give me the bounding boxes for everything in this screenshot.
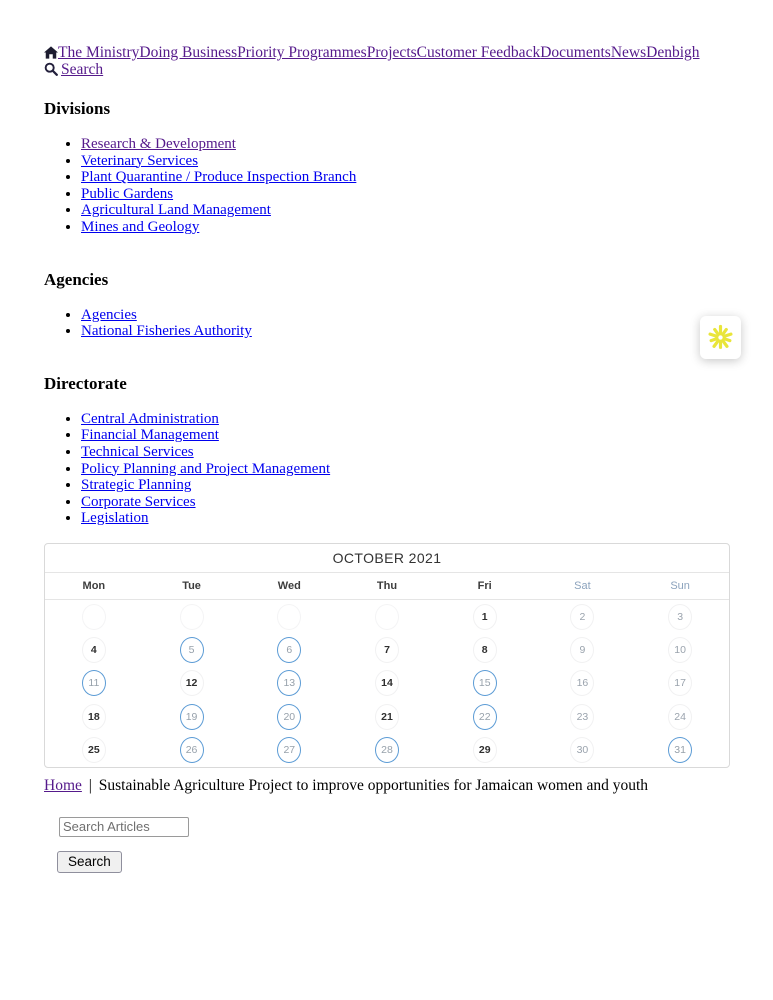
day-header-tue: Tue <box>182 579 201 592</box>
calendar-week-row <box>45 600 729 633</box>
divisions-link-research-development[interactable]: Research & Development <box>81 136 236 152</box>
calendar-cell <box>240 700 338 733</box>
nav-link-label: Doing Business <box>139 44 238 61</box>
asterisk-spinner-icon <box>707 324 734 351</box>
calendar-cell <box>143 667 241 700</box>
list-item <box>81 427 730 444</box>
article-search-input[interactable] <box>59 817 189 837</box>
calendar-cell <box>338 667 436 700</box>
calendar-event-day-11[interactable]: 11 <box>82 670 106 696</box>
calendar-cell <box>45 600 143 633</box>
nav-link-documents[interactable] <box>540 44 611 61</box>
calendar-month-title: OCTOBER 2021 <box>45 544 729 573</box>
directorate-link-strategic-planning[interactable]: Strategic Planning <box>81 477 192 494</box>
calendar-event-day-15[interactable]: 15 <box>473 670 497 696</box>
nav-link-label: Customer Feedback <box>416 44 541 61</box>
home-icon <box>44 46 58 59</box>
nav-link-label: Projects <box>366 44 417 61</box>
calendar-cell <box>534 633 632 666</box>
calendar-week-row <box>45 733 729 766</box>
list-item <box>81 494 730 511</box>
calendar-cell <box>631 633 729 666</box>
events-calendar <box>44 543 730 768</box>
agencies-link-agencies[interactable]: Agencies <box>81 306 137 323</box>
divisions-link-public-gardens[interactable]: Public Gardens <box>81 185 174 202</box>
list-item <box>81 186 730 203</box>
nav-link-label: The Ministry <box>58 44 140 61</box>
calendar-day-21: 21 <box>375 704 399 730</box>
calendar-cell <box>534 600 632 633</box>
day-header-sat: Sat <box>574 579 591 592</box>
calendar-cell <box>338 633 436 666</box>
nav-link-customer-feedback[interactable] <box>417 44 541 61</box>
calendar-cell <box>631 733 729 766</box>
calendar-empty-day <box>375 604 399 630</box>
agencies-link-list <box>44 307 730 340</box>
calendar-cell <box>143 700 241 733</box>
calendar-cell <box>143 733 241 766</box>
calendar-cell <box>45 633 143 666</box>
day-header-thu: Thu <box>376 579 398 592</box>
article-search-button[interactable]: Search <box>57 851 122 873</box>
calendar-day-18: 18 <box>82 704 106 730</box>
calendar-empty-day <box>82 604 106 630</box>
calendar-cell <box>240 633 338 666</box>
calendar-day-headers <box>45 573 729 600</box>
calendar-day-1: 1 <box>473 604 497 630</box>
calendar-cell <box>436 667 534 700</box>
calendar-cell <box>240 733 338 766</box>
divisions-link-list <box>44 136 730 236</box>
calendar-cell <box>45 733 143 766</box>
directorate-link-financial-management[interactable]: Financial Management <box>81 427 219 444</box>
calendar-day-12: 12 <box>180 670 204 696</box>
calendar-cell <box>45 667 143 700</box>
calendar-cell <box>631 667 729 700</box>
calendar-day-4: 4 <box>82 637 106 663</box>
divisions-link-plant-quarantine-produce-inspection-branch[interactable]: Plant Quarantine / Produce Inspection Branch <box>81 169 357 186</box>
calendar-empty-day <box>180 604 204 630</box>
section-heading-agencies: Agencies <box>44 269 109 289</box>
directorate-link-legislation[interactable]: Legislation <box>81 510 149 527</box>
day-header-mon: Mon <box>82 579 106 592</box>
list-item <box>81 136 730 153</box>
calendar-cell <box>436 600 534 633</box>
directorate-link-list <box>44 411 730 527</box>
calendar-day-24: 24 <box>668 704 692 730</box>
calendar-event-day-22[interactable]: 22 <box>473 704 497 730</box>
list-item <box>81 411 730 428</box>
calendar-cell <box>45 700 143 733</box>
day-header-wed: Wed <box>277 579 301 592</box>
list-item <box>81 461 730 478</box>
top-navigation <box>44 0 730 78</box>
calendar-cell <box>631 600 729 633</box>
calendar-week-row <box>45 633 729 666</box>
calendar-day-23: 23 <box>570 704 594 730</box>
breadcrumb-separator: | <box>88 776 92 794</box>
calendar-cell <box>436 633 534 666</box>
divisions-link-mines-and-geology[interactable]: Mines and Geology <box>81 218 200 235</box>
directorate-link-technical-services[interactable]: Technical Services <box>81 443 194 460</box>
nav-link-doing-business[interactable] <box>139 44 237 61</box>
calendar-cell <box>143 600 241 633</box>
day-header-sun: Sun <box>670 579 690 592</box>
list-item <box>81 169 730 186</box>
calendar-cell <box>143 633 241 666</box>
directorate-link-central-administration[interactable]: Central Administration <box>81 410 219 427</box>
nav-link-the-ministry[interactable] <box>44 44 139 61</box>
calendar-cell <box>338 700 436 733</box>
search-icon <box>44 62 58 76</box>
nav-link-label: Priority Programmes <box>237 44 367 61</box>
calendar-day-10: 10 <box>668 637 692 663</box>
list-item <box>81 153 730 170</box>
list-item <box>81 307 730 324</box>
day-header-fri: Fri <box>477 579 492 592</box>
list-item <box>81 323 730 340</box>
page-title: Sustainable Agriculture Project to improve opportunities for Jamaican women and youth <box>98 776 649 794</box>
section-heading-directorate: Directorate <box>44 373 127 393</box>
list-item <box>81 202 730 219</box>
nav-link-label: Documents <box>540 44 611 61</box>
calendar-day-29: 29 <box>473 737 497 763</box>
calendar-cell <box>534 667 632 700</box>
calendar-event-day-5[interactable]: 5 <box>180 637 204 663</box>
calendar-cell <box>534 700 632 733</box>
home-link[interactable]: Home <box>44 776 82 794</box>
calendar-event-day-19[interactable]: 19 <box>180 704 204 730</box>
calendar-cell <box>338 733 436 766</box>
directorate-link-policy-planning-and-project-management[interactable]: Policy Planning and Project Management <box>81 460 331 477</box>
nav-link-news[interactable] <box>611 44 646 61</box>
nav-link-priority-programmes[interactable] <box>237 44 367 61</box>
calendar-day-3: 3 <box>668 604 692 630</box>
nav-link-label: News <box>610 44 647 61</box>
calendar-day-16: 16 <box>570 670 594 696</box>
nav-link-label: Search <box>61 61 104 78</box>
calendar-day-7: 7 <box>375 637 399 663</box>
list-item <box>81 219 730 236</box>
calendar-cell <box>240 667 338 700</box>
calendar-empty-day <box>277 604 301 630</box>
agencies-link-national-fisheries-authority[interactable]: National Fisheries Authority <box>81 323 252 340</box>
calendar-day-8: 8 <box>473 637 497 663</box>
nav-link-label: Denbigh <box>646 44 700 61</box>
divisions-link-agricultural-land-management[interactable]: Agricultural Land Management <box>81 202 271 219</box>
calendar-cell <box>436 733 534 766</box>
calendar-event-day-13[interactable]: 13 <box>277 670 301 696</box>
calendar-day-30: 30 <box>570 737 594 763</box>
calendar-cell <box>534 733 632 766</box>
calendar-cell <box>240 600 338 633</box>
nav-link-projects[interactable] <box>367 44 417 61</box>
calendar-day-9: 9 <box>570 637 594 663</box>
nav-link-denbigh[interactable] <box>646 44 699 61</box>
calendar-event-day-26[interactable]: 26 <box>180 737 204 763</box>
calendar-day-2: 2 <box>570 604 594 630</box>
breadcrumb <box>44 777 730 795</box>
calendar-event-day-6[interactable]: 6 <box>277 637 301 663</box>
calendar-event-day-20[interactable]: 20 <box>277 704 301 730</box>
accessibility-widget-button[interactable] <box>700 316 741 359</box>
article-search-form <box>59 817 730 873</box>
calendar-day-17: 17 <box>668 670 692 696</box>
calendar-cell <box>631 700 729 733</box>
calendar-day-14: 14 <box>375 670 399 696</box>
directorate-link-corporate-services[interactable]: Corporate Services <box>81 493 196 510</box>
calendar-day-25: 25 <box>82 737 106 763</box>
list-item <box>81 477 730 494</box>
calendar-cell <box>338 600 436 633</box>
list-item <box>81 510 730 527</box>
calendar-grid <box>45 600 729 767</box>
calendar-event-day-31[interactable]: 31 <box>668 737 692 763</box>
list-item <box>81 444 730 461</box>
nav-link-search[interactable] <box>44 61 103 78</box>
calendar-week-row <box>45 667 729 700</box>
calendar-event-day-27[interactable]: 27 <box>277 737 301 763</box>
calendar-week-row <box>45 700 729 733</box>
content-sections <box>44 99 730 527</box>
section-heading-divisions: Divisions <box>44 99 111 118</box>
divisions-link-veterinary-services[interactable]: Veterinary Services <box>81 152 199 169</box>
calendar-cell <box>436 700 534 733</box>
calendar-event-day-28[interactable]: 28 <box>375 737 399 763</box>
